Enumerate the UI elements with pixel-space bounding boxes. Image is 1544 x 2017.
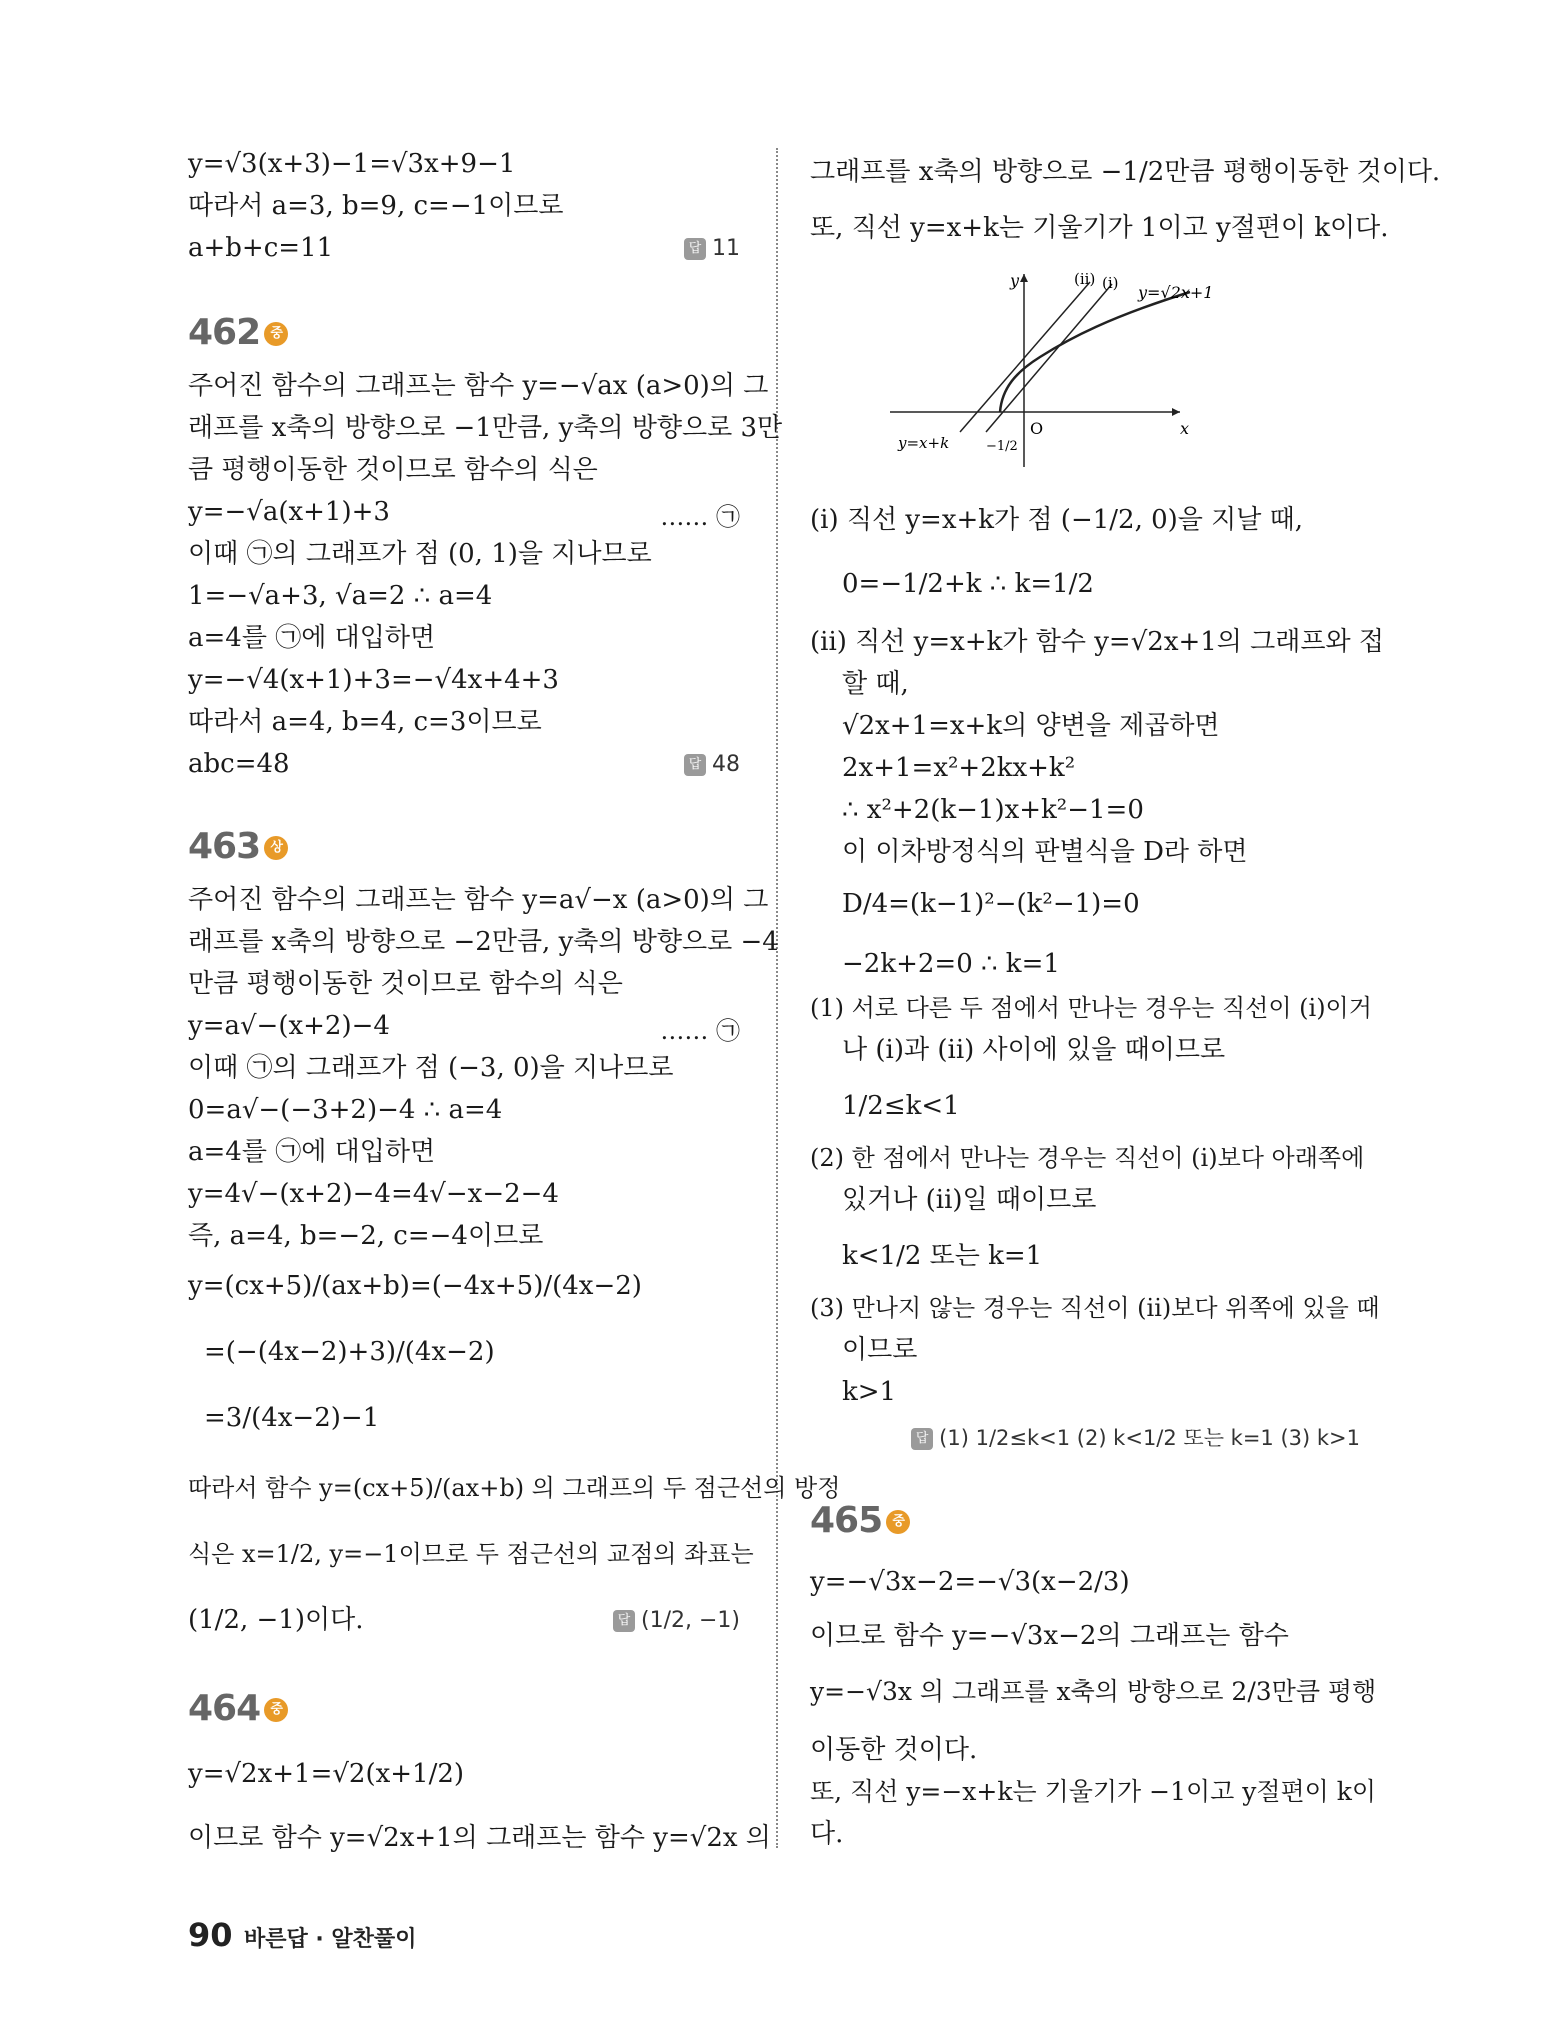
equation-line: a+b+c=11 xyxy=(188,233,334,263)
line-i xyxy=(960,282,1090,432)
text-line: 주어진 함수의 그래프는 함수 y=a√−x (a>0)의 그 xyxy=(188,885,769,915)
problem-463-header: 463 상 xyxy=(188,826,288,867)
column-divider xyxy=(776,148,778,1848)
text-line: 큼 평행이동한 것이므로 함수의 식은 xyxy=(188,455,598,485)
text-line: 이므로 xyxy=(842,1335,918,1365)
equation-line: k>1 xyxy=(842,1377,897,1407)
text-line: (ii) 직선 y=x+k가 함수 y=√2x+1의 그래프와 접 xyxy=(810,627,1385,657)
label-i: (i) xyxy=(1102,274,1119,292)
difficulty-badge: 중 xyxy=(264,1698,288,1722)
equation-line: =(−(4x−2)+3)/(4x−2) xyxy=(204,1337,495,1367)
text-line: 이때 ㉠의 그래프가 점 (0, 1)을 지나므로 xyxy=(188,539,652,569)
text-line: 이므로 함수 y=−√3x−2의 그래프는 함수 xyxy=(810,1621,1289,1651)
answer-badge-icon: 답 xyxy=(684,238,706,260)
text-line: 있거나 (ii)일 때이므로 xyxy=(842,1185,1097,1215)
equation-line: 0=−1/2+k ∴ k=1/2 xyxy=(842,569,1094,599)
line-ii xyxy=(986,284,1112,432)
text-line: 다. xyxy=(810,1819,844,1849)
function-graph xyxy=(890,262,1310,482)
text-line: a=4를 ㉠에 대입하면 xyxy=(188,1137,436,1167)
y-axis-label: y xyxy=(1010,271,1020,290)
difficulty-badge: 중 xyxy=(886,1510,910,1534)
equation-tag: …… ㉠ xyxy=(660,503,740,531)
text-line: 래프를 x축의 방향으로 −1만큼, y축의 방향으로 3만 xyxy=(188,413,783,443)
equation-line: √2x+1=x+k의 양변을 제곱하면 xyxy=(842,711,1220,741)
equation-line: 1=−√a+3, √a=2 ∴ a=4 xyxy=(188,581,493,611)
text-line: y=−√3x 의 그래프를 x축의 방향으로 2/3만큼 평행 xyxy=(810,1677,1377,1706)
text-line: 주어진 함수의 그래프는 함수 y=−√ax (a>0)의 그 xyxy=(188,371,769,401)
text-line: (i) 직선 y=x+k가 점 (−1/2, 0)을 지날 때, xyxy=(810,505,1304,535)
equation-line: 2x+1=x²+2kx+k² xyxy=(842,753,1076,783)
text-line: 따라서 함수 y=(cx+5)/(ax+b) 의 그래프의 두 점근선의 방정 xyxy=(188,1474,841,1502)
footer-title: 바른답 · 알찬풀이 xyxy=(244,1927,417,1952)
equation-line: k<1/2 또는 k=1 xyxy=(842,1241,1043,1271)
answer-badge-icon: 답 xyxy=(684,754,706,776)
answer-462: 답 48 xyxy=(684,752,740,777)
text-line: (1/2, −1)이다. xyxy=(188,1605,364,1635)
equation-line: y=(cx+5)/(ax+b)=(−4x+5)/(4x−2) xyxy=(188,1271,642,1301)
text-line: 그래프를 x축의 방향으로 −1/2만큼 평행이동한 것이다. xyxy=(810,157,1441,187)
answer-464: 답 (1) 1/2≤k<1 (2) k<1/2 또는 k=1 (3) k>1 xyxy=(911,1422,1360,1452)
text-line: 이 이차방정식의 판별식을 D라 하면 xyxy=(842,837,1248,867)
equation-line: =3/(4x−2)−1 xyxy=(204,1403,380,1433)
problem-464-header: 464 중 xyxy=(188,1688,288,1729)
text-line: 식은 x=1/2, y=−1이므로 두 점근선의 교점의 좌표는 xyxy=(188,1540,754,1568)
equation-line: y=−√3x−2=−√3(x−2/3) xyxy=(810,1567,1130,1597)
x-axis-label: x xyxy=(1180,419,1190,438)
equation-line: y=√2x+1=√2(x+1/2) xyxy=(188,1759,465,1789)
text-line: 나 (i)과 (ii) 사이에 있을 때이므로 xyxy=(842,1035,1226,1065)
curve-label: y=√2x+1 xyxy=(1138,283,1214,302)
equation-line: ∴ x²+2(k−1)x+k²−1=0 xyxy=(842,795,1144,825)
equation-line: 1/2≤k<1 xyxy=(842,1091,960,1121)
equation-line: 0=a√−(−3+2)−4 ∴ a=4 xyxy=(188,1095,503,1125)
text-line: 즉, a=4, b=−2, c=−4이므로 xyxy=(188,1221,544,1251)
page-number: 90 xyxy=(188,1916,233,1954)
y-axis-arrow-icon xyxy=(1020,274,1028,282)
text-line: 이동한 것이다. xyxy=(810,1735,978,1765)
equation-line: y=4√−(x+2)−4=4√−x−2−4 xyxy=(188,1179,559,1209)
equation-line: y=a√−(x+2)−4 xyxy=(188,1011,390,1041)
label-ii: (ii) xyxy=(1074,270,1096,288)
text-line: 따라서 a=4, b=4, c=3이므로 xyxy=(188,707,542,737)
text-line: a=4를 ㉠에 대입하면 xyxy=(188,623,436,653)
line-label: y=x+k xyxy=(898,434,950,452)
text-line: 만큼 평행이동한 것이므로 함수의 식은 xyxy=(188,969,623,999)
answer-463: 답 (1/2, −1) xyxy=(613,1608,740,1633)
problem-465-header: 465 중 xyxy=(810,1500,910,1541)
text-line: 래프를 x축의 방향으로 −2만큼, y축의 방향으로 −4 xyxy=(188,927,779,957)
text-line: (1) 서로 다른 두 점에서 만나는 경우는 직선이 (i)이거 xyxy=(810,994,1372,1022)
text-line: 할 때, xyxy=(842,669,909,699)
equation-line: abc=48 xyxy=(188,749,290,779)
equation-line: −2k+2=0 ∴ k=1 xyxy=(842,949,1060,979)
equation-line: y=√3(x+3)−1=√3x+9−1 xyxy=(188,149,516,179)
text-line: (2) 한 점에서 만나는 경우는 직선이 (i)보다 아래쪽에 xyxy=(810,1144,1365,1172)
answer-badge-icon: 답 xyxy=(613,1610,635,1632)
x-axis-arrow-icon xyxy=(1172,408,1180,416)
equation-line: y=−√4(x+1)+3=−√4x+4+3 xyxy=(188,665,559,695)
difficulty-badge: 중 xyxy=(264,322,288,346)
text-line: 또, 직선 y=x+k는 기울기가 1이고 y절편이 k이다. xyxy=(810,213,1389,243)
origin-label: O xyxy=(1030,419,1044,438)
text-line: 이때 ㉠의 그래프가 점 (−3, 0)을 지나므로 xyxy=(188,1053,674,1083)
answer-461: 답 11 xyxy=(684,236,740,261)
text-line: (3) 만나지 않는 경우는 직선이 (ii)보다 위쪽에 있을 때 xyxy=(810,1294,1380,1322)
equation-line: D/4=(k−1)²−(k²−1)=0 xyxy=(842,889,1140,919)
problem-462-header: 462 중 xyxy=(188,312,288,353)
text-line: 또, 직선 y=−x+k는 기울기가 −1이고 y절편이 k이 xyxy=(810,1777,1377,1806)
equation-line: y=−√a(x+1)+3 xyxy=(188,497,390,527)
answer-badge-icon: 답 xyxy=(911,1428,933,1450)
x-tick-label: −1/2 xyxy=(986,439,1018,454)
difficulty-badge: 상 xyxy=(264,836,288,860)
equation-tag: …… ㉠ xyxy=(660,1017,740,1045)
text-line: 이므로 함수 y=√2x+1의 그래프는 함수 y=√2x 의 xyxy=(188,1823,771,1853)
text-line: 따라서 a=3, b=9, c=−1이므로 xyxy=(188,191,564,221)
